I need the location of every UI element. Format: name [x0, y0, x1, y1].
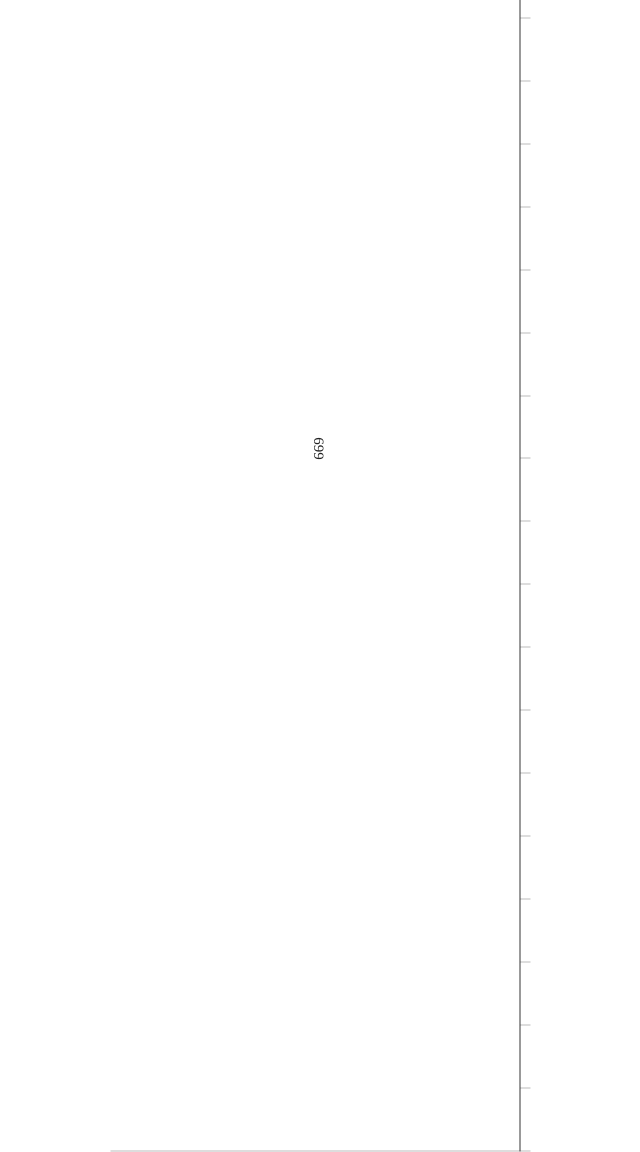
- section-title: [111, 0, 521, 1151]
- column-header: [520, 962, 531, 1025]
- page-number: 699: [309, 437, 326, 460]
- column-header: [520, 899, 531, 962]
- column-header: [520, 207, 531, 270]
- column-header: [520, 18, 531, 81]
- rotated-table-frame: [0, 243, 640, 663]
- column-header: [520, 144, 531, 207]
- column-header: [520, 81, 531, 144]
- column-header: [520, 710, 531, 773]
- column-header: [520, 333, 531, 396]
- table-body: [111, 0, 521, 1151]
- column-header: [520, 270, 531, 333]
- column-header: [520, 521, 531, 584]
- section-header-row: [111, 0, 521, 1151]
- statistics-table: [111, 0, 531, 1152]
- table-header-row: [520, 0, 531, 1151]
- column-header: [520, 773, 531, 836]
- column-header: [520, 1025, 531, 1088]
- column-header: [520, 584, 531, 647]
- column-header: [520, 458, 531, 521]
- column-header: [520, 0, 531, 18]
- column-header: [520, 1088, 531, 1151]
- column-header: [520, 396, 531, 459]
- column-header: [520, 836, 531, 899]
- column-header: [520, 647, 531, 710]
